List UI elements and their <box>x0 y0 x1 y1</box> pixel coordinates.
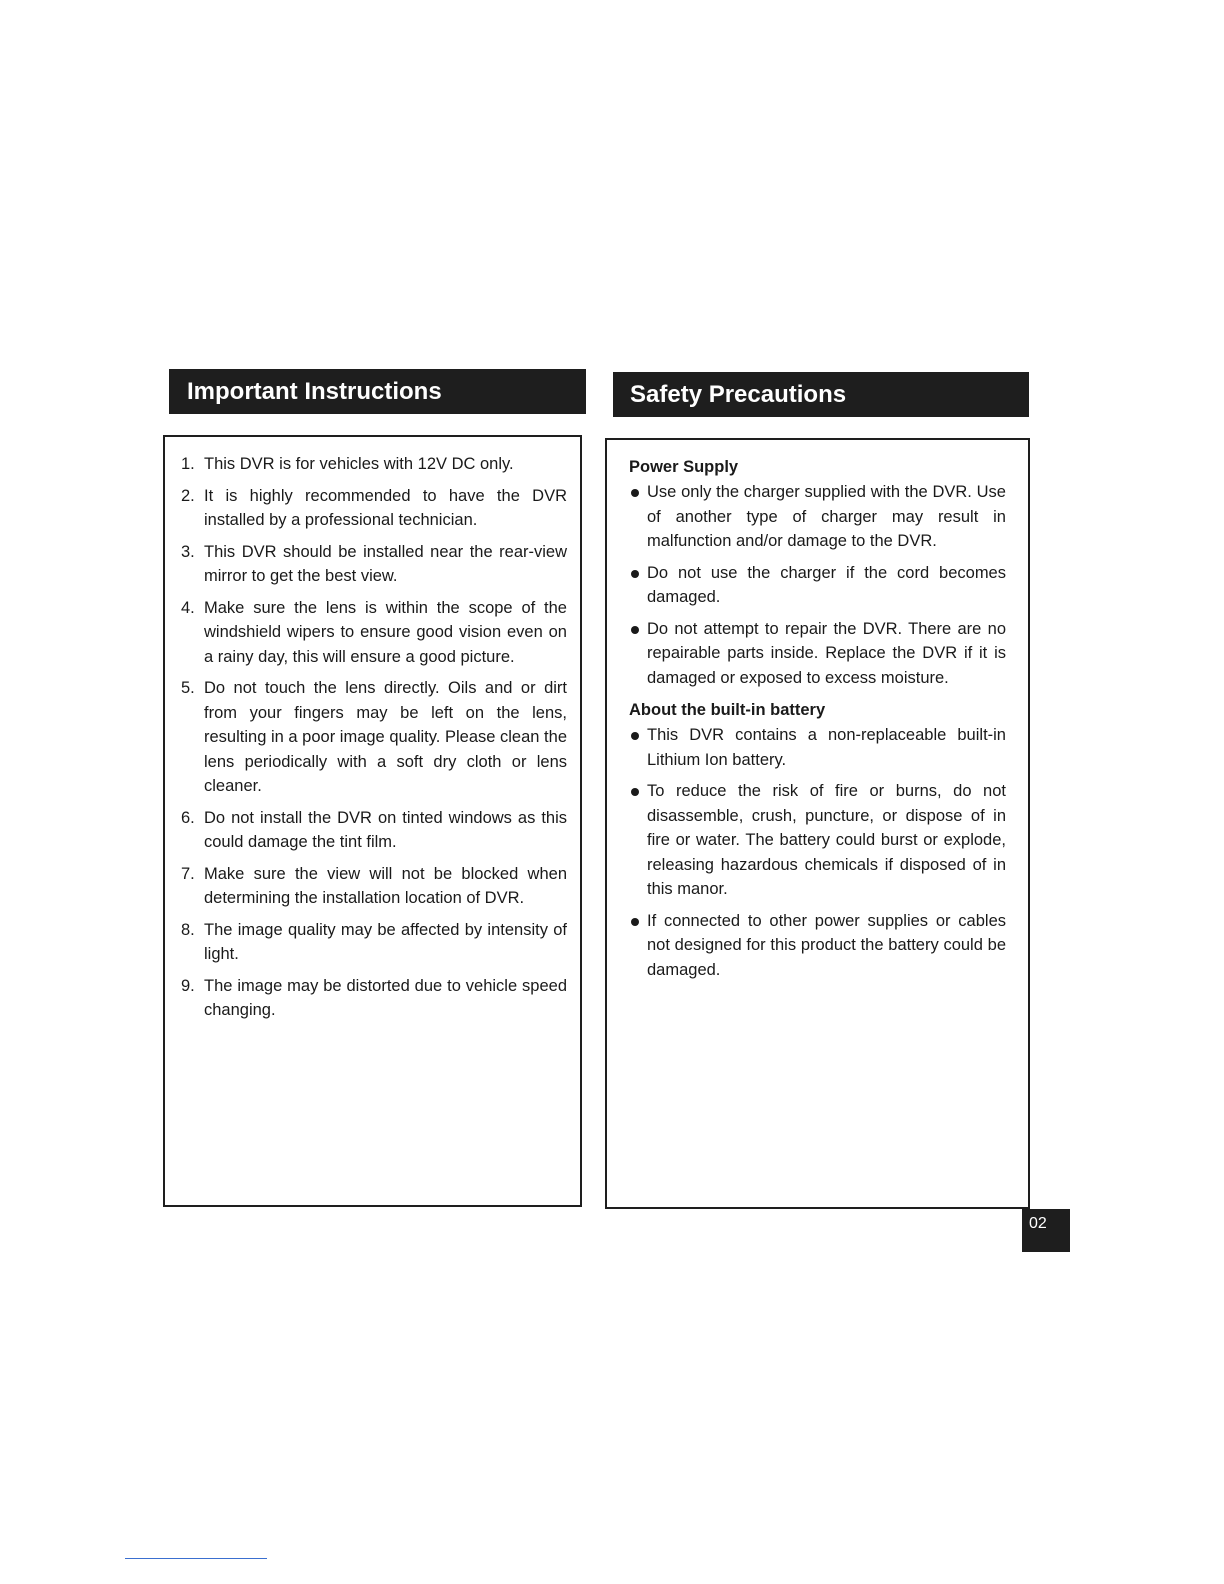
bullet-item <box>629 480 1006 554</box>
bullet-icon <box>629 480 647 554</box>
power-supply-list <box>629 480 1006 690</box>
safety-panel <box>605 438 1030 1209</box>
instruction-text: Do not touch the lens directly. Oils and or dirt from your fingers may be left on the lens, resulting in a poor image quality. Please clean the lens periodically with a soft dry cloth or lens cleaner. <box>204 679 567 795</box>
bullet-text: Do not use the charger if the cord becomes damaged. <box>647 563 1006 606</box>
instruction-item <box>181 806 567 855</box>
page-number: 02 <box>1022 1209 1070 1252</box>
important-instructions-title: Important Instructions <box>187 377 442 405</box>
bullet-icon <box>629 617 647 691</box>
bullet-icon <box>629 909 647 983</box>
bullet-item <box>629 779 1006 902</box>
bullet-icon <box>629 779 647 902</box>
instruction-text: The image quality may be affected by intensity of light. <box>204 920 567 963</box>
bullet-item <box>629 561 1006 610</box>
instruction-item <box>181 676 567 799</box>
bullet-icon <box>629 561 647 610</box>
instruction-number: 5. <box>181 679 195 697</box>
bullet-item <box>629 723 1006 772</box>
instruction-item <box>181 862 567 911</box>
instruction-item <box>181 452 567 477</box>
instruction-number: 9. <box>181 976 195 995</box>
instruction-number: 3. <box>181 542 195 561</box>
safety-precautions-header <box>613 372 1029 417</box>
bottom-divider <box>125 1558 267 1559</box>
important-instructions-header <box>169 369 586 414</box>
instruction-text: Make sure the view will not be blocked when determining the installation location of DVR. <box>204 864 567 907</box>
safety-precautions-title: Safety Precautions <box>630 380 847 408</box>
battery-heading: About the built-in battery <box>629 701 826 719</box>
instruction-number: 7. <box>181 864 195 883</box>
instruction-item <box>181 596 567 670</box>
bullet-item <box>629 617 1006 691</box>
bullet-text: Use only the charger supplied with the DVR. Use of another type of charger may result in malfunction and/or damage to the DVR. <box>647 483 1006 550</box>
instruction-text: Make sure the lens is within the scope of the windshield wipers to ensure good vision even on a rainy day, this will ensure a good picture. <box>204 598 567 666</box>
instruction-number: 8. <box>181 920 195 939</box>
bullet-icon <box>629 723 647 772</box>
instruction-number: 2. <box>181 486 195 505</box>
instructions-list <box>181 452 567 1030</box>
instruction-number: 1. <box>181 455 195 473</box>
instruction-text: Do not install the DVR on tinted windows as this could damage the tint film. <box>204 808 567 851</box>
power-supply-heading: Power Supply <box>629 458 739 476</box>
instruction-item <box>181 540 567 589</box>
bullet-text: This DVR contains a non-replaceable built-in Lithium Ion battery. <box>647 726 1006 769</box>
bullet-text: Do not attempt to repair the DVR. There are no repairable parts inside. Replace the DVR if it is damaged or exposed to excess moisture. <box>647 619 1006 687</box>
instruction-text: The image may be distorted due to vehicle speed changing. <box>204 976 567 1019</box>
instruction-item <box>181 484 567 533</box>
safety-content <box>629 455 1006 990</box>
instructions-panel <box>163 435 582 1207</box>
instruction-number: 6. <box>181 808 195 827</box>
bullet-text: To reduce the risk of fire or burns, do not disassemble, crush, puncture, or dispose of in fire or water. The battery could burst or explode, releasing hazardous chemicals if disposed of in this manor. <box>647 782 1006 898</box>
instruction-number: 4. <box>181 598 195 617</box>
bullet-item <box>629 909 1006 983</box>
instruction-text: This DVR is for vehicles with 12V DC only. <box>204 455 514 473</box>
instruction-text: This DVR should be installed near the rear-view mirror to get the best view. <box>204 542 567 585</box>
instruction-item <box>181 974 567 1023</box>
instruction-text: It is highly recommended to have the DVR installed by a professional technician. <box>204 486 567 529</box>
instruction-item <box>181 918 567 967</box>
bullet-text: If connected to other power supplies or cables not designed for this product the battery could be damaged. <box>647 911 1006 979</box>
battery-list <box>629 723 1006 982</box>
